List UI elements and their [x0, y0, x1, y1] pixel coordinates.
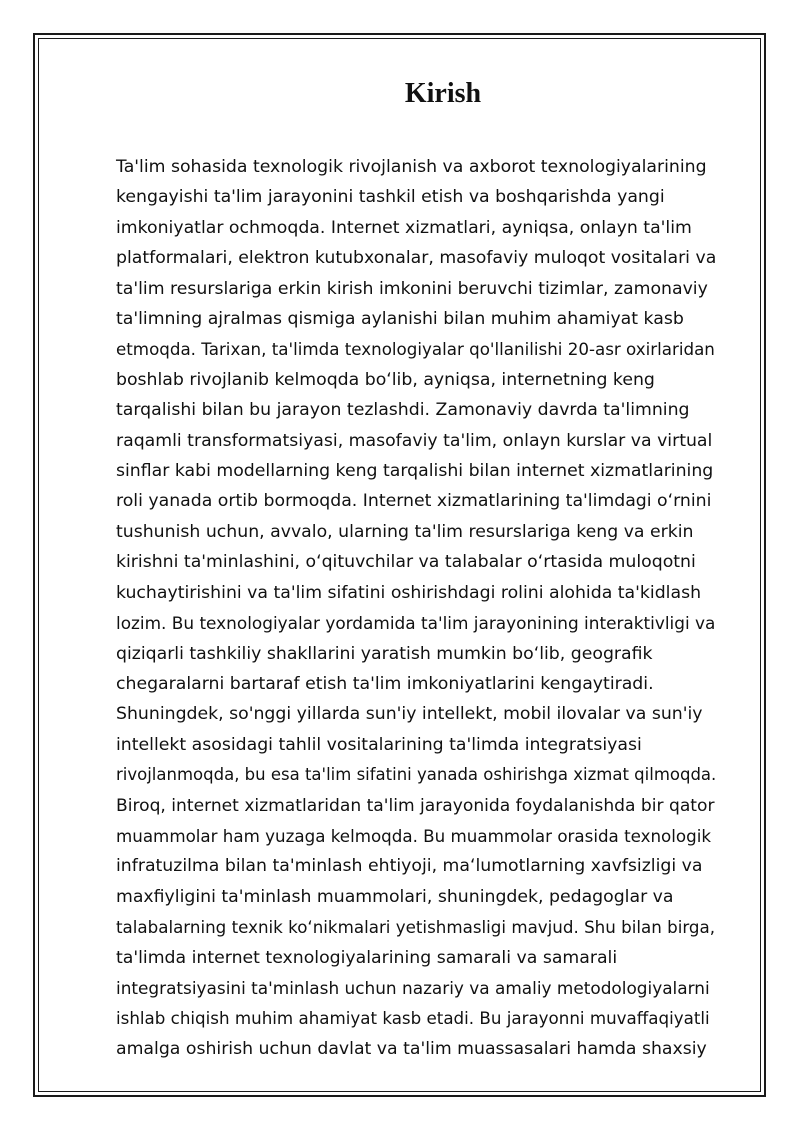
text-line: lozim. Bu texnologiyalar yordamida ta'lim jarayonining interaktivligi va — [116, 613, 716, 634]
text-line: ta'limning ajralmas qismiga aylanishi bilan muhim ahamiyat kasb — [116, 309, 684, 330]
text-line: amalga oshirish uchun davlat va ta'lim muassasalari hamda shaxsiy — [116, 1038, 707, 1059]
text-line: Shuningdek, so'nggi yillarda sun'iy intellekt, mobil ilovalar va sun'iy — [116, 704, 703, 725]
text-line: chegaralarni bartaraf etish ta'lim imkoniyatlarini kengaytiradi. — [116, 673, 654, 694]
text-line: ishlab chiqish muhim ahamiyat kasb etadi. Bu jarayonni muvaffaqiyatli — [116, 1008, 710, 1029]
text-line: boshlab rivojlanib kelmoqda boʻlib, ayniqsa, internetning keng — [116, 369, 655, 390]
text-line: muammolar ham yuzaga kelmoqda. Bu muammolar orasida texnologik — [116, 825, 711, 846]
text-line: tushunish uchun, avvalo, ularning ta'lim resurslariga keng va erkin — [116, 521, 694, 542]
text-line: Biroq, internet xizmatlaridan ta'lim jarayonida foydalanishda bir qator — [116, 795, 715, 816]
body-paragraph — [116, 152, 716, 1064]
text-line: integratsiyasini ta'minlash uchun nazariy va amaliy metodologiyalarni — [116, 977, 710, 998]
text-line: intellekt asosidagi tahlil vositalarining ta'limda integratsiyasi — [116, 734, 642, 755]
text-line: kengayishi ta'lim jarayonini tashkil etish va boshqarishda yangi — [116, 187, 665, 208]
text-line: raqamli transformatsiyasi, masofaviy ta'lim, onlayn kurslar va virtual — [116, 430, 713, 451]
text-line: roli yanada ortib bormoqda. Internet xizmatlarining ta'limdagi oʻrnini — [116, 491, 712, 512]
page-title: Kirish — [404, 78, 482, 109]
text-line: kirishni ta'minlashini, oʻqituvchilar va talabalar oʻrtasida muloqotni — [116, 552, 696, 573]
text-line: Ta'lim sohasida texnologik rivojlanish va axborot texnologiyalarining — [116, 157, 707, 177]
text-line: etmoqda. Tarixan, ta'limda texnologiyalar qo'llanilishi 20-asr oxirlaridan — [116, 339, 715, 360]
text-line: maxfiyligini ta'minlash muammolari, shuningdek, pedagoglar va — [116, 886, 674, 907]
text-line: rivojlanmoqda, bu esa ta'lim sifatini yanada oshirishga xizmat qilmoqda. — [116, 765, 717, 785]
text-line: kuchaytirishini va ta'lim sifatini oshirishdagi rolini alohida ta'kidlash — [116, 582, 702, 603]
text-line: ta'lim resurslariga erkin kirish imkonini beruvchi tizimlar, zamonaviy — [116, 278, 708, 299]
text-line: imkoniyatlar ochmoqda. Internet xizmatlari, ayniqsa, onlayn ta'lim — [116, 217, 692, 238]
text-line: tarqalishi bilan bu jarayon tezlashdi. Zamonaviy davrda ta'limning — [116, 400, 690, 421]
text-line: talabalarning texnik koʻnikmalari yetishmasligi mavjud. Shu bilan birga, — [116, 917, 716, 938]
text-line: platformalari, elektron kutubxonalar, masofaviy muloqot vositalari va — [116, 248, 717, 269]
text-line: ta'limda internet texnologiyalarining samarali va samarali — [116, 947, 618, 968]
text-line: qiziqarli tashkiliy shakllarini yaratish mumkin boʻlib, geografik — [116, 643, 653, 664]
text-line: sinflar kabi modellarning keng tarqalishi bilan internet xizmatlarining — [116, 461, 714, 482]
text-line: infratuzilma bilan ta'minlash ehtiyoji, maʻlumotlarning xavfsizligi va — [116, 856, 703, 877]
